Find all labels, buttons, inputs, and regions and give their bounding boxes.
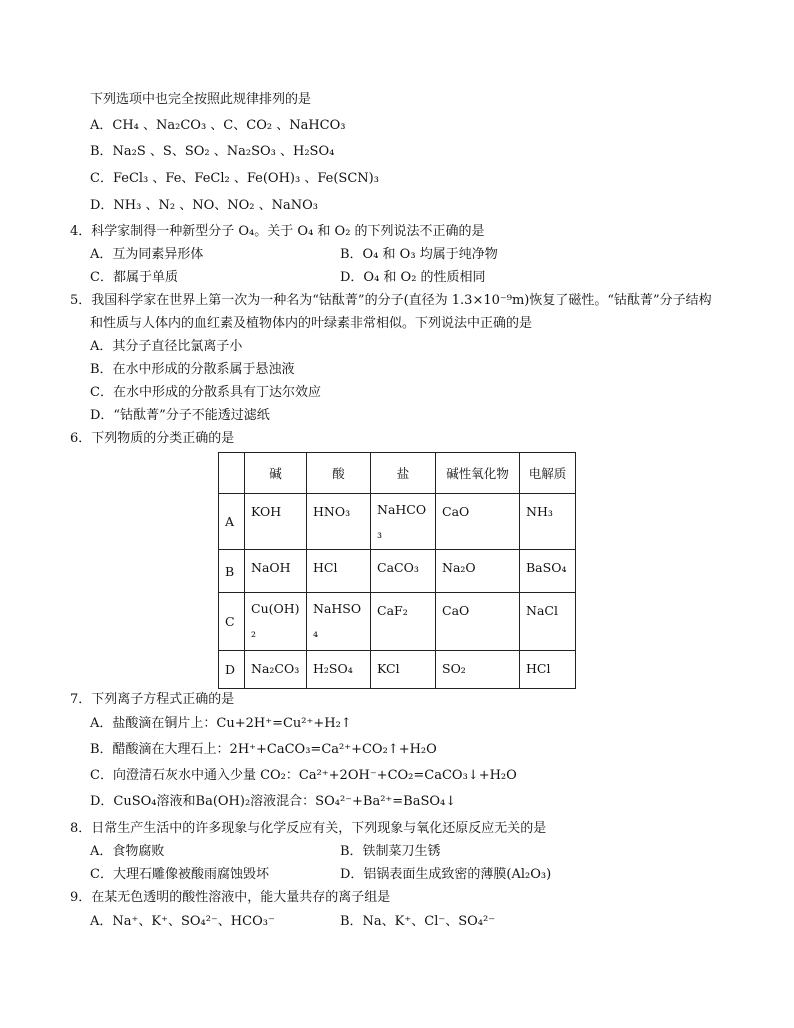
q3-option-d: D．NH₃ 、N₂ 、NO、NO₂ 、NaNO₃ bbox=[90, 198, 318, 213]
q5-option-c: C．在水中形成的分散系具有丁达尔效应 bbox=[90, 385, 321, 400]
q8-option-c: C．大理石雕像被酸雨腐蚀毁坏 bbox=[90, 867, 269, 882]
table-cell: CaF₂ bbox=[371, 593, 436, 651]
table-row bbox=[219, 494, 576, 550]
table-cell: Na₂CO₃ bbox=[245, 651, 307, 689]
table-header-cell: 碱性氧化物 bbox=[436, 453, 520, 494]
q8-option-b: B．铁制菜刀生锈 bbox=[340, 844, 441, 859]
table-cell: Na₂O bbox=[436, 550, 520, 593]
table-cell: HCl bbox=[520, 651, 576, 689]
q7-option-b: B．醋酸滴在大理石上：2H⁺+CaCO₃=Ca²⁺+CO₂↑+H₂O bbox=[90, 742, 437, 757]
q7-option-c: C．向澄清石灰水中通入少量 CO₂：Ca²⁺+2OH⁻+CO₂=CaCO₃↓+H₂O bbox=[90, 768, 517, 783]
table-header-cell: 酸 bbox=[307, 453, 371, 494]
row-label: D bbox=[219, 651, 245, 689]
question-8-stem: 8．日常生产生活中的许多现象与化学反应有关，下列现象与氧化还原反应无关的是 bbox=[70, 821, 547, 836]
question-5-stem-line2: 和性质与人体内的血红素及植物体内的叶绿素非常相似。下列说法中正确的是 bbox=[90, 316, 533, 331]
table-header-cell: 盐 bbox=[371, 453, 436, 494]
table-cell: H₂SO₄ bbox=[307, 651, 371, 689]
question-5-stem-line1: 5．我国科学家在世界上第一次为一种名为“钴酞菁”的分子(直径为 1.3×10⁻⁹m)恢复了磁性。“钴酞菁”分子结构 bbox=[70, 293, 712, 308]
question-7-stem: 7．下列离子方程式正确的是 bbox=[70, 692, 235, 707]
q5-option-b: B．在水中形成的分散系属于悬浊液 bbox=[90, 362, 295, 377]
table-cell: SO₂ bbox=[436, 651, 520, 689]
table-header-row bbox=[219, 453, 576, 494]
table-cell: HNO₃ bbox=[307, 494, 371, 550]
row-label: A bbox=[219, 494, 245, 550]
q4-option-c: C．都属于单质 bbox=[90, 270, 178, 285]
q4-option-d: D．O₄ 和 O₂ 的性质相同 bbox=[340, 270, 486, 285]
table-cell: CaO bbox=[436, 593, 520, 651]
q5-option-d: D．“钴酞菁”分子不能透过滤纸 bbox=[90, 408, 270, 423]
table-cell: NH₃ bbox=[520, 494, 576, 550]
table-cell: KCl bbox=[371, 651, 436, 689]
table-cell: NaCl bbox=[520, 593, 576, 651]
q9-option-b: B．Na、K⁺、Cl⁻、SO₄²⁻ bbox=[340, 914, 496, 929]
question-3-intro: 下列选项中也完全按照此规律排列的是 bbox=[90, 92, 312, 107]
q8-option-d: D．铝锅表面生成致密的薄膜(Al₂O₃) bbox=[340, 867, 552, 882]
table-cell: Cu(OH) ₂ bbox=[245, 593, 307, 651]
classification-table bbox=[218, 452, 576, 689]
row-label: C bbox=[219, 593, 245, 651]
table-row bbox=[219, 550, 576, 593]
question-6-stem: 6．下列物质的分类正确的是 bbox=[70, 431, 235, 446]
q3-option-a: A．CH₄ 、Na₂CO₃ 、C、CO₂ 、NaHCO₃ bbox=[90, 118, 346, 133]
table-cell: NaHSO ₄ bbox=[307, 593, 371, 651]
table-cell: BaSO₄ bbox=[520, 550, 576, 593]
table-header-cell bbox=[219, 453, 245, 494]
q3-option-b: B．Na₂S 、S、SO₂ 、Na₂SO₃ 、H₂SO₄ bbox=[90, 144, 335, 159]
row-label: B bbox=[219, 550, 245, 593]
question-4-stem: 4．科学家制得一种新型分子 O₄。关于 O₄ 和 O₂ 的下列说法不正确的是 bbox=[70, 224, 485, 239]
q4-option-b: B．O₄ 和 O₃ 均属于纯净物 bbox=[340, 247, 498, 262]
question-9-stem: 9．在某无色透明的酸性溶液中，能大量共存的离子组是 bbox=[70, 890, 391, 905]
table-cell: CaCO₃ bbox=[371, 550, 436, 593]
table-cell: CaO bbox=[436, 494, 520, 550]
table-cell: HCl bbox=[307, 550, 371, 593]
q3-option-c: C．FeCl₃ 、Fe、FeCl₂ 、Fe(OH)₃ 、Fe(SCN)₃ bbox=[90, 171, 379, 186]
q7-option-d: D．CuSO₄溶液和Ba(OH)₂溶液混合：SO₄²⁻+Ba²⁺=BaSO₄↓ bbox=[90, 794, 457, 809]
table-cell: KOH bbox=[245, 494, 307, 550]
q5-option-a: A．其分子直径比氯离子小 bbox=[90, 339, 243, 354]
table-cell: NaOH bbox=[245, 550, 307, 593]
q9-option-a: A．Na⁺、K⁺、SO₄²⁻、HCO₃⁻ bbox=[90, 914, 275, 929]
table-header-cell: 电解质 bbox=[520, 453, 576, 494]
table-header-cell: 碱 bbox=[245, 453, 307, 494]
table-row bbox=[219, 651, 576, 689]
q8-option-a: A．食物腐败 bbox=[90, 844, 165, 859]
q4-option-a: A．互为同素异形体 bbox=[90, 247, 204, 262]
table-cell: NaHCO ₃ bbox=[371, 494, 436, 550]
q7-option-a: A．盐酸滴在铜片上：Cu+2H⁺=Cu²⁺+H₂↑ bbox=[90, 716, 352, 731]
table-row bbox=[219, 593, 576, 651]
